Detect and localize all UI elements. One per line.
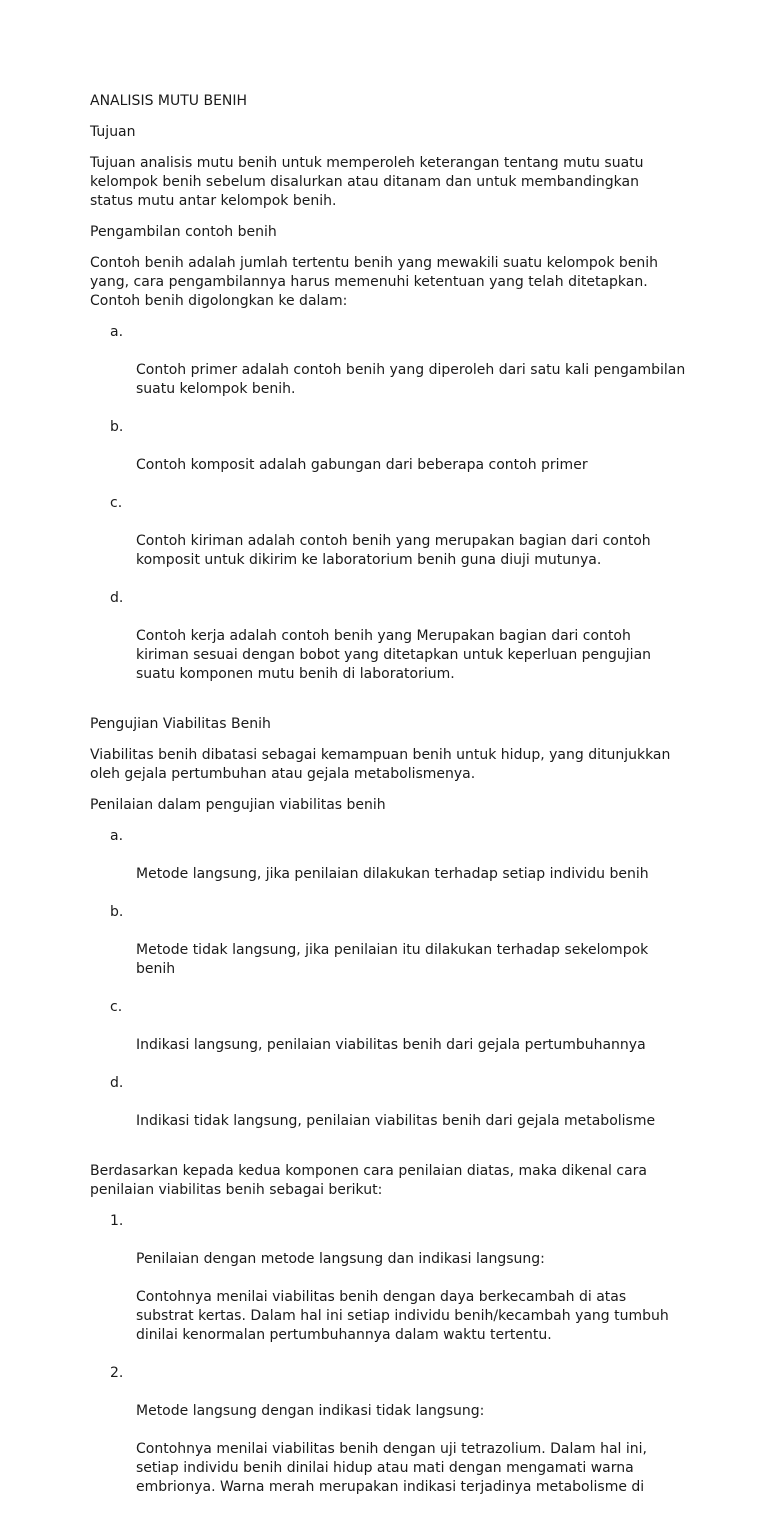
section-heading-pengambilan: Pengambilan contoh benih — [90, 224, 277, 240]
list-marker: a. — [110, 324, 124, 340]
list-item-text: Contoh kerja adalah contoh benih yang Merupakan bagian dari contoh kiriman sesuai dengan bobot yang ditetapkan untuk keperluan pengujian suatu komponen mutu benih di laboratorium. — [136, 628, 652, 682]
list-item-text: Contoh komposit adalah gabungan dari beberapa contoh primer — [136, 457, 588, 473]
list-item-text: Penilaian dengan metode langsung dan indikasi langsung: — [136, 1251, 545, 1267]
paragraph-pengambilan: Contoh benih adalah jumlah tertentu benih yang mewakili suatu kelompok benih yang, cara pengambilannya harus memenuhi ketentuan yang telah ditetapkan. Contoh benih digolongkan ke dalam: — [90, 255, 659, 309]
list-item-text: Contoh kiriman adalah contoh benih yang merupakan bagian dari contoh komposit untuk dikirim ke laboratorium benih guna diuji mutunya. — [136, 533, 651, 568]
numbered-list-item — [90, 1364, 690, 1516]
list-marker: b. — [110, 904, 124, 920]
document-content — [90, 92, 690, 1528]
list-item — [90, 903, 690, 998]
list-item — [90, 323, 690, 418]
document-title: ANALISIS MUTU BENIH — [90, 93, 248, 109]
paragraph-berdasarkan: Berdasarkan kepada kedua komponen cara penilaian diatas, maka dikenal cara penilaian viabilitas benih sebagai berikut: — [90, 1163, 647, 1198]
list-marker: d. — [110, 590, 124, 606]
paragraph-tujuan: Tujuan analisis mutu benih untuk memperoleh keterangan tentang mutu suatu kelompok benih sebelum disalurkan atau ditanam dan untuk membandingkan status mutu antar kelompok benih. — [90, 155, 644, 209]
list-marker: d. — [110, 1075, 124, 1091]
list-marker: a. — [110, 828, 124, 844]
section-heading-pengujian: Pengujian Viabilitas Benih — [90, 716, 271, 732]
list-item — [90, 494, 690, 589]
list-item — [90, 589, 690, 703]
list-item — [90, 418, 690, 494]
list-item-text: Metode langsung, jika penilaian dilakukan terhadap setiap individu benih — [136, 866, 649, 882]
section-heading-tujuan: Tujuan — [90, 124, 136, 140]
list-item-text: Metode tidak langsung, jika penilaian itu dilakukan terhadap sekelompok benih — [136, 942, 649, 977]
section-heading-penilaian: Penilaian dalam pengujian viabilitas benih — [90, 797, 386, 813]
list-item-text: Contoh primer adalah contoh benih yang diperoleh dari satu kali pengambilan suatu kelompok benih. — [136, 362, 686, 397]
list-item-detail: Contohnya menilai viabilitas benih dengan uji tetrazolium. Dalam hal ini, setiap individu benih dinilai hidup atau mati dengan mengamati warna embrionya. Warna merah merupakan indikasi terjadinya metabolisme di — [136, 1441, 647, 1495]
list-item-text: Indikasi langsung, penilaian viabilitas benih dari gejala pertumbuhannya — [136, 1037, 646, 1053]
list-item — [90, 1074, 690, 1150]
list-item — [90, 827, 690, 903]
list-contoh-benih — [90, 323, 690, 703]
list-marker: c. — [110, 495, 123, 511]
paragraph-pengujian: Viabilitas benih dibatasi sebagai kemampuan benih untuk hidup, yang ditunjukkan oleh gejala pertumbuhan atau gejala metabolismenya. — [90, 747, 671, 782]
list-item-text: Metode langsung dengan indikasi tidak langsung: — [136, 1403, 485, 1419]
list-penilaian — [90, 827, 690, 1150]
list-marker: c. — [110, 999, 123, 1015]
list-item — [90, 998, 690, 1074]
list-marker: b. — [110, 419, 124, 435]
list-item-detail: Contohnya menilai viabilitas benih dengan daya berkecambah di atas substrat kertas. Dalam hal ini setiap individu benih/kecambah yang tumbuh dinilai kenormalan pertumbuhannya dalam waktu tertentu. — [136, 1289, 669, 1343]
numbered-list-item — [90, 1212, 690, 1364]
list-marker: 1. — [110, 1213, 124, 1229]
list-item-text: Indikasi tidak langsung, penilaian viabilitas benih dari gejala metabolisme — [136, 1113, 656, 1129]
list-marker: 2. — [110, 1365, 124, 1381]
numbered-list-cara-penilaian — [90, 1212, 690, 1516]
